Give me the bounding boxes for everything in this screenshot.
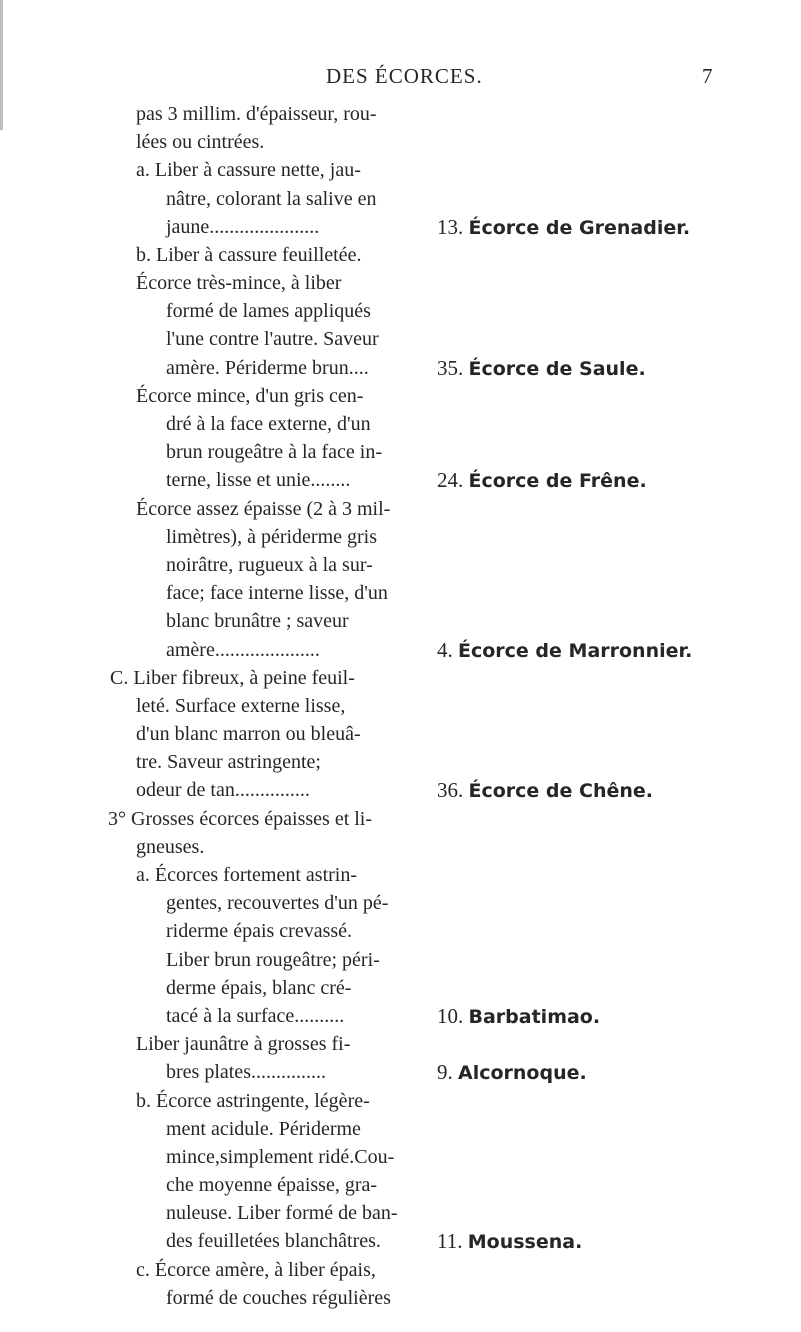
key-line: lées ou cintrées. <box>136 131 265 153</box>
key-line: a. Écorces fortement astrin- <box>136 864 358 886</box>
key-result <box>437 1002 600 1030</box>
key-line: des feuilletées blanchâtres. <box>166 1230 381 1252</box>
key-line: formé de couches régulières <box>166 1287 391 1309</box>
result-name: Barbatimao. <box>468 1006 601 1028</box>
key-line: d'un blanc marron ou bleuâ- <box>136 723 361 745</box>
result-name: Moussena. <box>467 1231 583 1253</box>
key-line: c. Écorce amère, à liber épais, <box>136 1259 376 1281</box>
key-line: jaune...................... <box>166 216 320 238</box>
result-number: 13. <box>437 215 464 239</box>
key-line: Écorce très-mince, à liber <box>136 272 342 294</box>
key-line: Liber jaunâtre à grosses fi- <box>136 1033 351 1055</box>
key-result <box>437 776 653 804</box>
key-line: b. Écorce astringente, légère- <box>136 1090 370 1112</box>
key-line: derme épais, blanc cré- <box>166 977 352 999</box>
page-number: 7 <box>702 64 713 88</box>
key-line: che moyenne épaisse, gra- <box>166 1174 378 1196</box>
key-line: nuleuse. Liber formé de ban- <box>166 1202 398 1224</box>
key-line: blanc brunâtre ; saveur <box>166 610 349 632</box>
key-line: terne, lisse et unie........ <box>166 469 351 491</box>
key-line: nâtre, colorant la salive en <box>166 188 377 210</box>
result-number: 4. <box>437 638 453 662</box>
key-line: amère. Périderme brun.... <box>166 357 369 379</box>
key-line: a. Liber à cassure nette, jau- <box>136 159 361 181</box>
result-name: Écorce de Grenadier. <box>468 217 691 239</box>
result-name: Écorce de Frêne. <box>468 470 647 492</box>
key-line: tre. Saveur astringente; <box>136 751 321 773</box>
key-line: C. Liber fibreux, à peine feuil- <box>110 667 355 689</box>
key-line: brun rougeâtre à la face in- <box>166 441 382 463</box>
key-line: ment acidule. Périderme <box>166 1118 361 1140</box>
key-line: Liber brun rougeâtre; péri- <box>166 949 380 971</box>
result-number: 35. <box>437 356 464 380</box>
key-line: gentes, recouvertes d'un pé- <box>166 892 389 914</box>
key-line: riderme épais crevassé. <box>166 920 353 942</box>
key-line: tacé à la surface.......... <box>166 1005 345 1027</box>
key-line: mince,simplement ridé.Cou- <box>166 1146 395 1168</box>
key-line: leté. Surface externe lisse, <box>136 695 346 717</box>
result-number: 36. <box>437 778 464 802</box>
key-line: l'une contre l'autre. Saveur <box>166 328 379 350</box>
key-line: Écorce assez épaisse (2 à 3 mil- <box>136 498 391 520</box>
key-result <box>437 636 692 664</box>
header-title: DES ÉCORCES. <box>326 64 483 88</box>
key-line: bres plates............... <box>166 1061 326 1083</box>
key-result <box>437 213 690 241</box>
result-number: 10. <box>437 1004 464 1028</box>
key-line: amère..................... <box>166 639 320 661</box>
result-name: Écorce de Saule. <box>468 358 646 380</box>
result-number: 9. <box>437 1060 453 1084</box>
key-line: formé de lames appliqués <box>166 300 371 322</box>
key-line: b. Liber à cassure feuilletée. <box>136 244 362 266</box>
key-result <box>437 1227 582 1255</box>
key-line: dré à la face externe, d'un <box>166 413 371 435</box>
key-result <box>437 354 646 382</box>
key-line: odeur de tan............... <box>136 779 310 801</box>
result-number: 24. <box>437 468 464 492</box>
key-result <box>437 1058 587 1086</box>
result-name: Écorce de Marronnier. <box>458 640 693 662</box>
key-result <box>437 466 647 494</box>
result-name: Écorce de Chêne. <box>468 780 654 802</box>
key-line: face; face interne lisse, d'un <box>166 582 388 604</box>
key-line: gneuses. <box>136 836 205 858</box>
key-line: Écorce mince, d'un gris cen- <box>136 385 364 407</box>
key-line: pas 3 millim. d'épaisseur, rou- <box>136 103 377 125</box>
key-line: 3° Grosses écorces épaisses et li- <box>108 808 373 830</box>
key-line: noirâtre, rugueux à la sur- <box>166 554 373 576</box>
result-name: Alcornoque. <box>458 1062 587 1084</box>
result-number: 11. <box>437 1229 463 1253</box>
key-line: limètres), à périderme gris <box>166 526 378 548</box>
